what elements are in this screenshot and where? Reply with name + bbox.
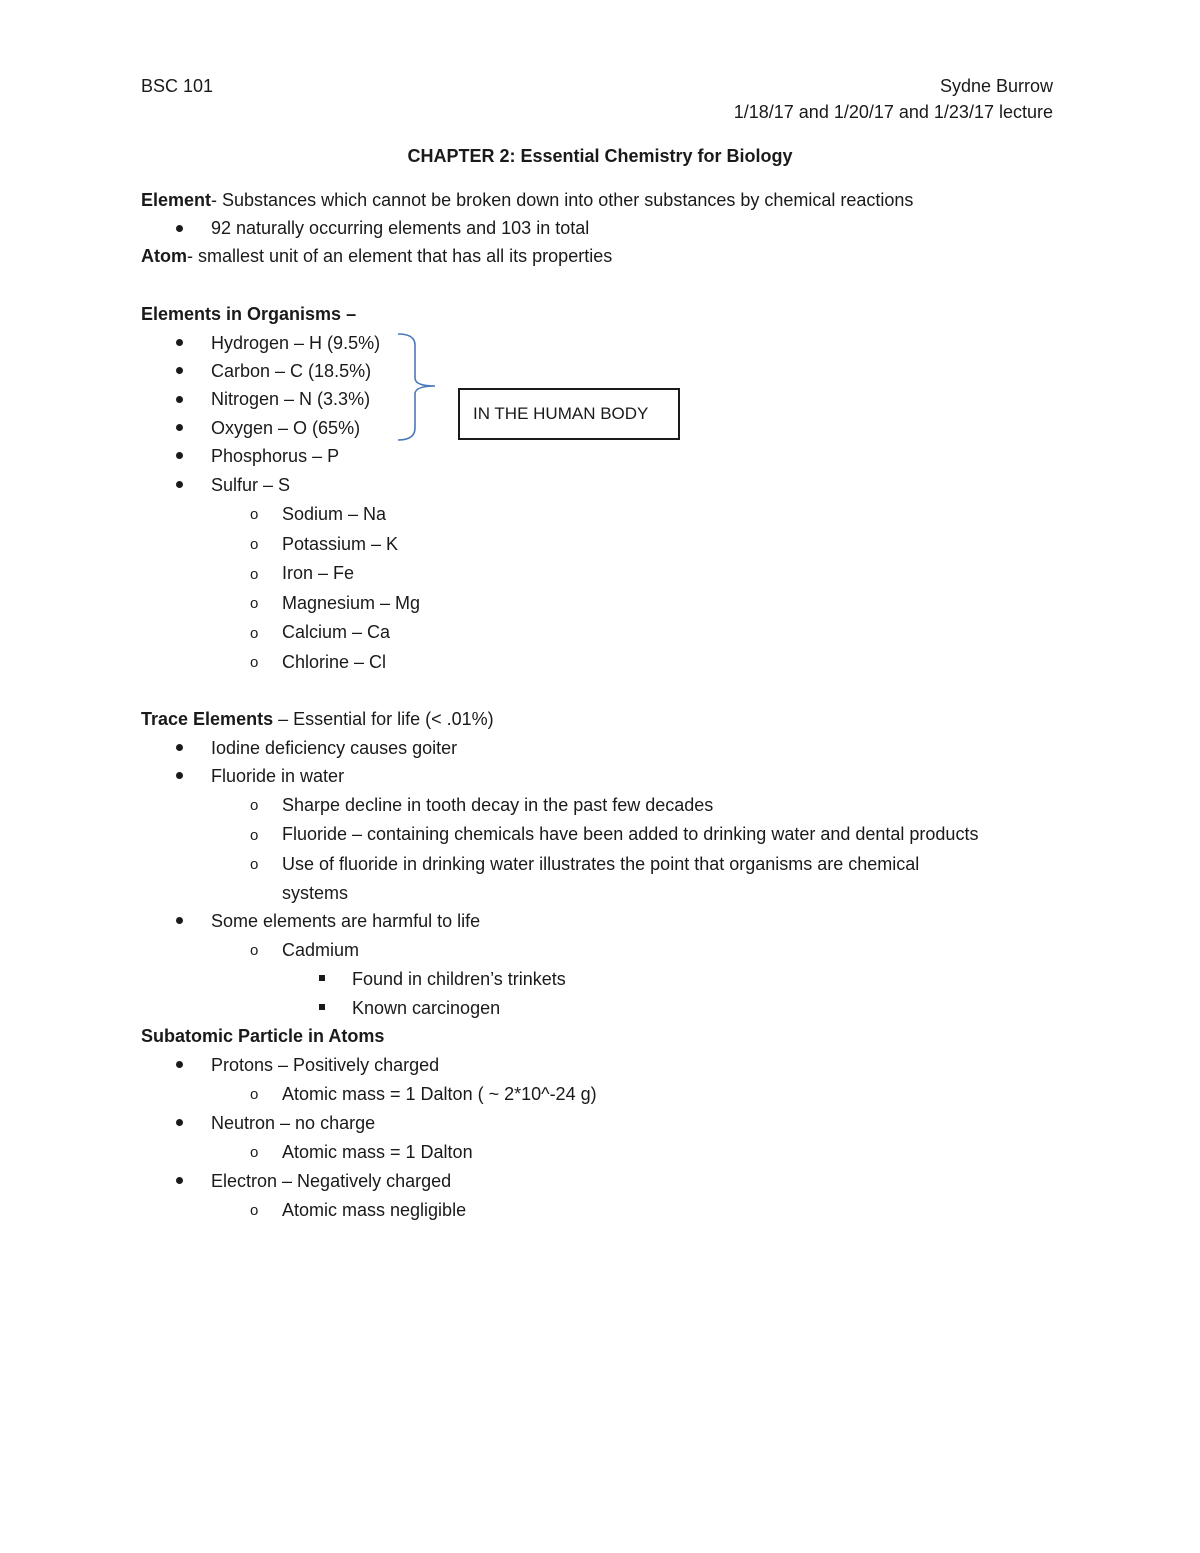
sub-list-item: Iron – Fe [282, 563, 355, 583]
sub-list-item: Atomic mass = 1 Dalton ( ~ 2*10^-24 g) [282, 1084, 597, 1104]
circle-bullet-icon: o [250, 506, 259, 523]
circle-bullet-icon: o [250, 856, 259, 873]
square-bullet-icon [319, 1004, 325, 1010]
list-item: Oxygen – O (65%) [211, 418, 361, 438]
list-item: Sulfur – S [211, 475, 291, 495]
element-text: - Substances which cannot be broken down into other substances by chemical reactions [211, 190, 914, 210]
circle-bullet-icon: o [250, 625, 259, 642]
element-definition [141, 191, 913, 209]
trace-heading [141, 710, 494, 728]
organisms-heading: Elements in Organisms – [141, 304, 357, 324]
atom-definition [141, 247, 612, 265]
list-item: Neutron – no charge [211, 1113, 376, 1133]
list-item: 92 naturally occurring elements and 103 in total [211, 218, 590, 238]
trace-text: – Essential for life (< .01%) [273, 709, 494, 729]
sub-list-item: Chlorine – Cl [282, 652, 387, 672]
sub-list-item: Cadmium [282, 940, 360, 960]
square-bullet-icon [319, 975, 325, 981]
sub-sub-list-item: Known carcinogen [352, 998, 501, 1018]
sub-list-item: Use of fluoride in drinking water illustrates the point that organisms are chemical [282, 854, 920, 874]
callout-text: IN THE HUMAN BODY [473, 404, 649, 423]
circle-bullet-icon: o [250, 797, 259, 814]
sub-list-item: Sodium – Na [282, 504, 387, 524]
circle-bullet-icon: o [250, 1144, 259, 1161]
list-item: Nitrogen – N (3.3%) [211, 389, 371, 409]
circle-bullet-icon: o [250, 566, 259, 583]
circle-bullet-icon: o [250, 595, 259, 612]
bullet-icon [176, 744, 183, 751]
circle-bullet-icon: o [250, 1086, 259, 1103]
circle-bullet-icon: o [250, 1202, 259, 1219]
sub-list-item: Fluoride – containing chemicals have been added to drinking water and dental products [282, 824, 979, 844]
bullet-icon [176, 367, 183, 374]
sub-list-item: Sharpe decline in tooth decay in the past few decades [282, 795, 714, 815]
bullet-icon [176, 1177, 183, 1184]
list-item: Fluoride in water [211, 766, 345, 786]
bullet-icon [176, 225, 183, 232]
atom-text: - smallest unit of an element that has all its properties [187, 246, 613, 266]
bullet-icon [176, 1061, 183, 1068]
circle-bullet-icon: o [250, 536, 259, 553]
bullet-icon [176, 339, 183, 346]
list-item: Hydrogen – H (9.5%) [211, 333, 381, 353]
circle-bullet-icon: o [250, 827, 259, 844]
course-code: BSC 101 [141, 76, 214, 96]
page-title: CHAPTER 2: Essential Chemistry for Biology [407, 146, 793, 166]
circle-bullet-icon: o [250, 942, 259, 959]
lecture-dates: 1/18/17 and 1/20/17 and 1/23/17 lecture [733, 102, 1053, 122]
bullet-icon [176, 396, 183, 403]
sub-list-item: Atomic mass negligible [282, 1200, 467, 1220]
sub-list-item: Calcium – Ca [282, 622, 391, 642]
list-item: Carbon – C (18.5%) [211, 361, 372, 381]
element-term: Element [141, 190, 212, 210]
bullet-icon [176, 452, 183, 459]
subatomic-heading: Subatomic Particle in Atoms [141, 1026, 385, 1046]
circle-bullet-icon: o [250, 654, 259, 671]
list-item: Protons – Positively charged [211, 1055, 440, 1075]
sub-list-item: Magnesium – Mg [282, 593, 421, 613]
bullet-icon [176, 1119, 183, 1126]
trace-term: Trace Elements [141, 709, 274, 729]
bullet-icon [176, 424, 183, 431]
bullet-icon [176, 917, 183, 924]
list-item: Iodine deficiency causes goiter [211, 738, 458, 758]
human-body-callout [458, 388, 680, 440]
list-item: Phosphorus – P [211, 446, 340, 466]
atom-term: Atom [141, 246, 187, 266]
bullet-icon [176, 772, 183, 779]
author-name: Sydne Burrow [939, 76, 1053, 96]
brace-icon [395, 330, 445, 445]
sub-list-item: Atomic mass = 1 Dalton [282, 1142, 473, 1162]
sub-list-item: Potassium – K [282, 534, 399, 554]
list-item: Some elements are harmful to life [211, 911, 481, 931]
sub-sub-list-item: Found in children’s trinkets [352, 969, 566, 989]
list-item: Electron – Negatively charged [211, 1171, 452, 1191]
bullet-icon [176, 481, 183, 488]
sub-list-item-continued: systems [282, 883, 349, 903]
